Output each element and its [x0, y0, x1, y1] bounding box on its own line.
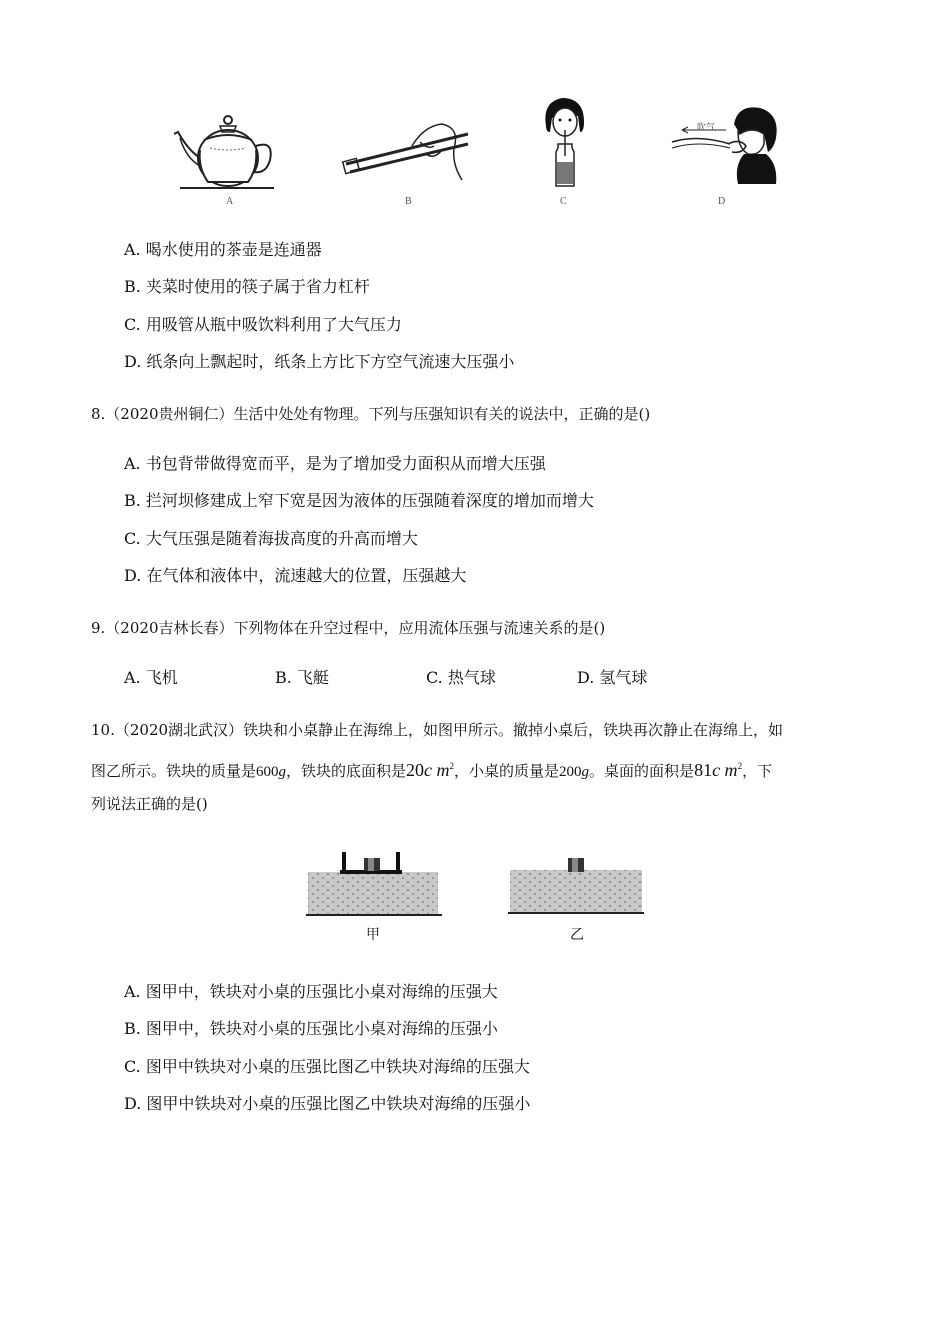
q10-option-b: B. 图甲中，铁块对小桌的压强比小桌对海绵的压强小 — [124, 1019, 498, 1038]
q8-stem: 8.（2020贵州铜仁）生活中处处有物理。下列与压强知识有关的说法中，正确的是() — [91, 405, 651, 423]
figure-label-d: D — [718, 196, 726, 207]
q10-option-c: C. 图甲中铁块对小桌的压强比图乙中铁块对海绵的压强大 — [124, 1057, 530, 1076]
teapot-illustration — [170, 110, 280, 195]
q8-option-b: B. 拦河坝修建成上窄下宽是因为液体的压强随着深度的增加而增大 — [124, 491, 594, 510]
q9-option-d: D. 氢气球 — [577, 668, 648, 687]
blow-label: 吹气 — [697, 123, 716, 133]
q8-option-d: D. 在气体和液体中，流速越大的位置，压强越大 — [124, 566, 467, 585]
q10-stem-line2: 图乙所示。铁块的质量是600g，铁块的底面积是20c $m^2$，小桌的质量是200g。桌面的面积是81c $m^2$，下 — [91, 760, 773, 780]
q7-option-a: A. 喝水使用的茶壶是连通器 — [124, 240, 322, 259]
q9-option-c: C. 热气球 — [426, 668, 496, 687]
q10-stem-line1: 10.（2020湖北武汉）铁块和小桌静止在海绵上，如图甲所示。撤掉小桌后，铁块再次静止在海绵上，如 — [91, 721, 784, 739]
q10-stem-line3: 列说法正确的是() — [91, 795, 208, 813]
figure-label-b: B — [405, 196, 412, 207]
q10-option-d: D. 图甲中铁块对小桌的压强比图乙中铁块对海绵的压强小 — [124, 1094, 531, 1113]
sponge-with-block-illustration — [508, 856, 644, 918]
q8-option-a: A. 书包背带做得宽而平，是为了增加受力面积从而增大压强 — [124, 454, 546, 473]
figure-label-c: C — [560, 196, 567, 207]
q7-option-c: C. 用吸管从瓶中吸饮料利用了大气压力 — [124, 315, 402, 334]
area-value-1: 20c $m^2$ — [406, 760, 455, 780]
q10-option-a: A. 图甲中，铁块对小桌的压强比小桌对海绵的压强大 — [124, 982, 498, 1001]
sponge-with-table-illustration — [306, 848, 442, 920]
figure-label-yi: 乙 — [570, 927, 584, 943]
q8-option-c: C. 大气压强是随着海拔高度的升高而增大 — [124, 529, 418, 548]
q7-option-b: B. 夹菜时使用的筷子属于省力杠杆 — [124, 277, 370, 296]
area-value-2: 81c $m^2$ — [694, 760, 743, 780]
straw-drink-illustration — [540, 96, 590, 192]
figure-label-jia: 甲 — [366, 927, 380, 943]
q7-option-d: D. 纸条向上飘起时，纸条上方比下方空气流速大压强小 — [124, 352, 515, 371]
figure-label-a: A — [226, 196, 234, 207]
blow-paper-illustration — [668, 104, 780, 186]
chopsticks-illustration — [342, 120, 472, 190]
q9-option-b: B. 飞艇 — [275, 668, 329, 687]
q9-option-a: A. 飞机 — [124, 668, 178, 687]
q9-stem: 9.（2020吉林长春）下列物体在升空过程中，应用流体压强与流速关系的是() — [91, 619, 606, 637]
